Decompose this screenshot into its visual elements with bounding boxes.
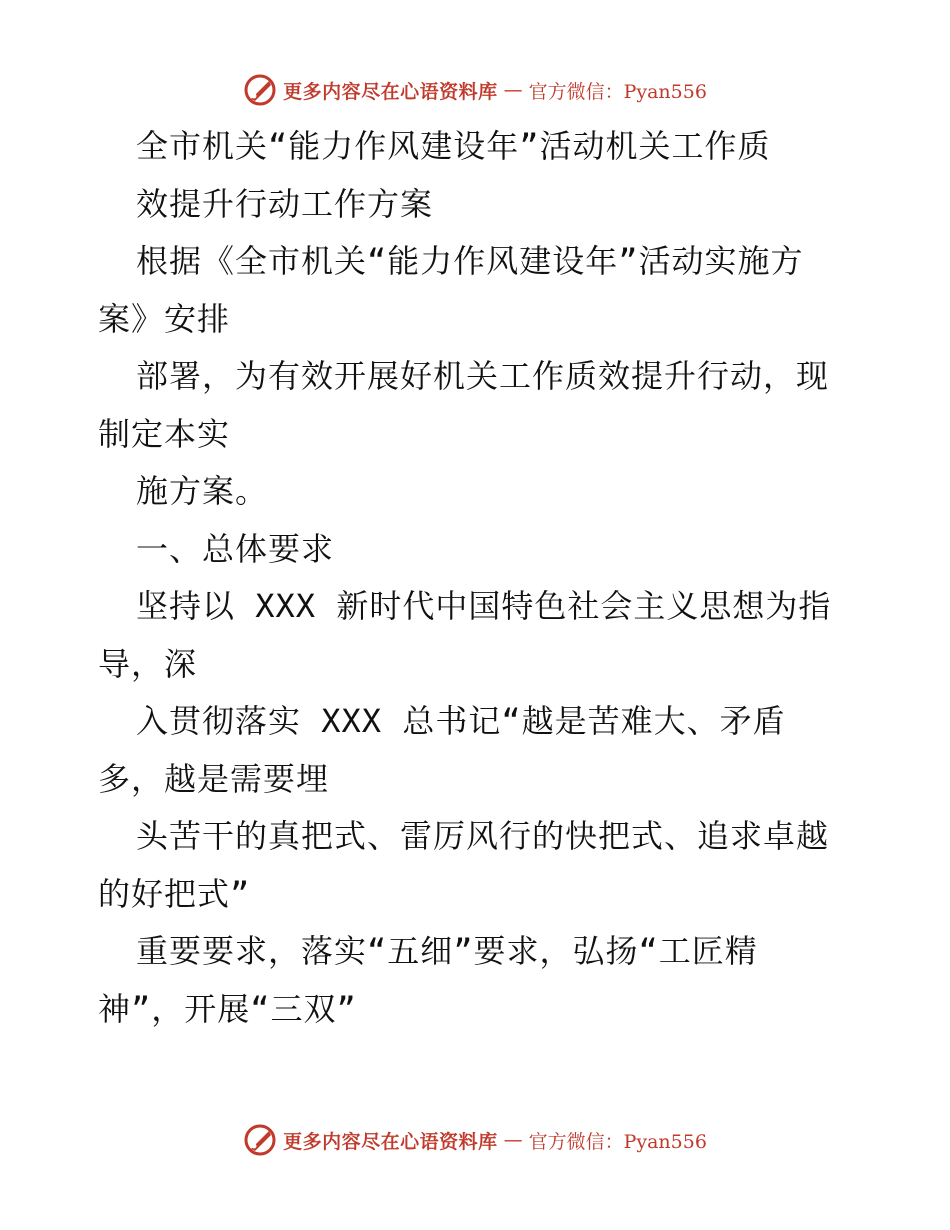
text-line: 神”，开展“三双” <box>98 989 357 1028</box>
text-line: 导，深 <box>98 644 198 683</box>
text-line: 效提升行动工作方案 <box>136 184 434 223</box>
watermark-dash: — <box>503 79 523 101</box>
text-line: 重要要求，落实“五细”要求，弘扬“工匠精 <box>136 932 758 970</box>
text-line: 的好把式” <box>98 874 251 913</box>
watermark-contact: 官方微信：Pyan556 <box>528 80 707 103</box>
text-line: 全市机关“能力作风建设年”活动机关工作质 <box>136 127 771 165</box>
text-line: 头苦干的真把式、雷厉风行的快把式、追求卓越 <box>136 817 830 855</box>
text-line: 多，越是需要埋 <box>98 759 330 798</box>
footer-watermark <box>0 1120 950 1160</box>
watermark-site-text: 更多内容尽在心语资料库 <box>283 1130 498 1153</box>
text-line: 施方案。 <box>136 472 269 510</box>
document-body <box>98 118 858 1038</box>
watermark-dash: — <box>503 1129 523 1151</box>
watermark-site-text: 更多内容尽在心语资料库 <box>283 80 498 103</box>
text-line: 部署，为有效开展好机关工作质效提升行动，现 <box>136 357 830 395</box>
text-line: 制定本实 <box>98 414 231 453</box>
text-line: 根据《全市机关“能力作风建设年”活动实施方 <box>136 242 804 280</box>
quill-seal-icon <box>243 73 277 107</box>
text-line: 一、总体要求 <box>136 529 335 568</box>
text-line: 案》安排 <box>98 299 231 338</box>
watermark-contact: 官方微信：Pyan556 <box>528 1130 707 1153</box>
quill-seal-icon <box>243 1123 277 1157</box>
text-line: 入贯彻落实 XXX 总书记“越是苦难大、矛盾 <box>136 702 786 740</box>
text-line: 坚持以 XXX 新时代中国特色社会主义思想为指 <box>136 587 832 625</box>
header-watermark <box>0 70 950 110</box>
